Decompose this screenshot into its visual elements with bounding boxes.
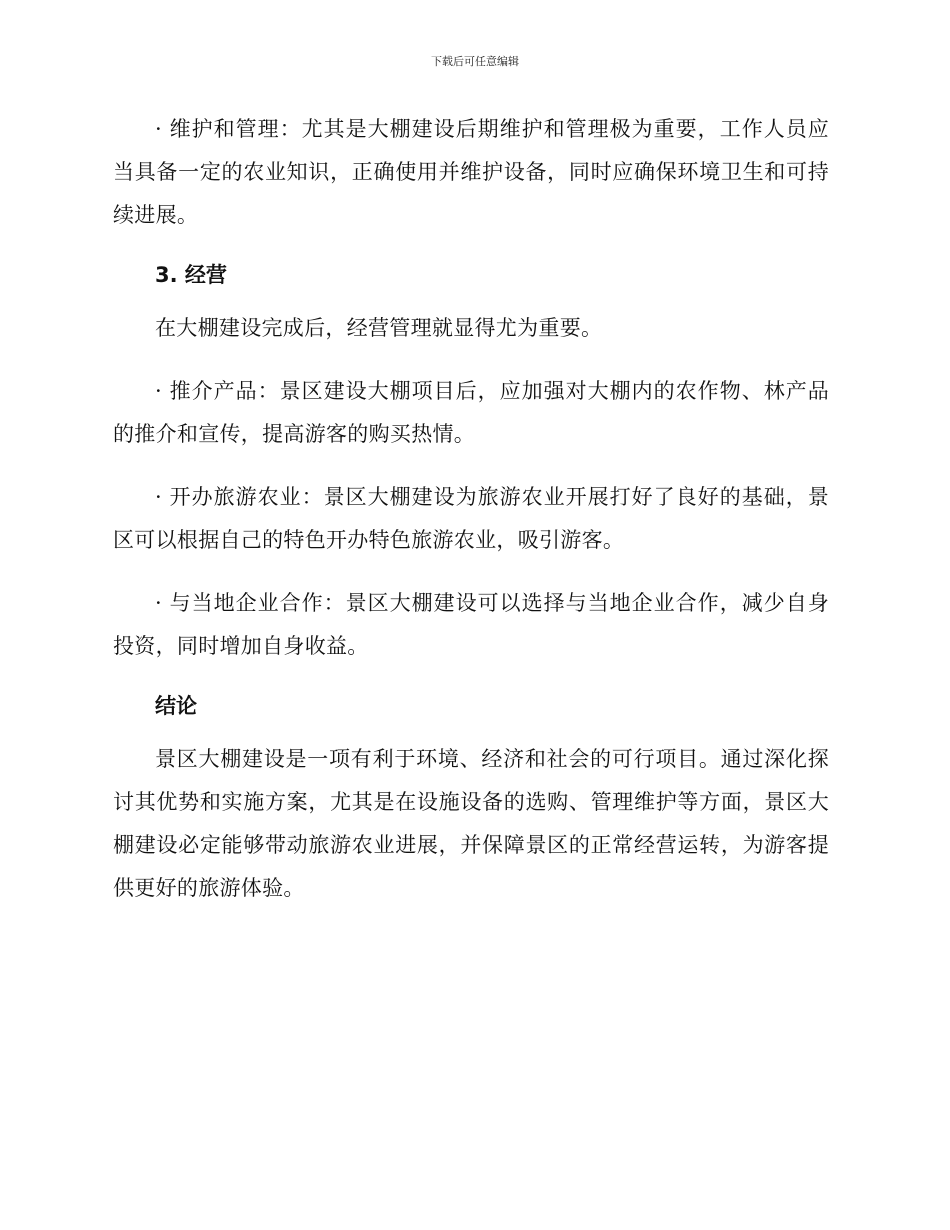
paragraph-maintenance: · 维护和管理：尤其是大棚建设后期维护和管理极为重要，工作人员应当具备一定的农业知识，正确使用并维护设备，同时应确保环境卫生和可持续进展。 [113,117,829,227]
paragraph-cooperation: · 与当地企业合作：景区大棚建设可以选择与当地企业合作，减少自身投资，同时增加自身收益。 [113,591,829,658]
section-heading-operation: 3. 经营 [155,263,227,287]
page-header: 下载后可任意编辑 [431,55,519,68]
paragraph-tourism-agriculture: · 开办旅游农业：景区大棚建设为旅游农业开展打好了良好的基础，景区可以根据自己的特色开办特色旅游农业，吸引游客。 [113,485,829,552]
document-body [113,108,829,930]
section-heading-conclusion: 结论 [155,694,197,718]
paragraph-promote-products: · 推介产品：景区建设大棚项目后，应加强对大棚内的农作物、林产品的推介和宣传，提高游客的购买热情。 [113,379,829,446]
paragraph-conclusion: 景区大棚建设是一项有利于环境、经济和社会的可行项目。通过深化探讨其优势和实施方案，尤其是在设施设备的选购、管理维护等方面，景区大棚建设必定能够带动旅游农业进展，并保障景区的正常经营运转，为游客提供更好的旅游体验。 [113,747,829,900]
paragraph-operation-intro: 在大棚建设完成后，经营管理就显得尤为重要。 [155,316,603,340]
